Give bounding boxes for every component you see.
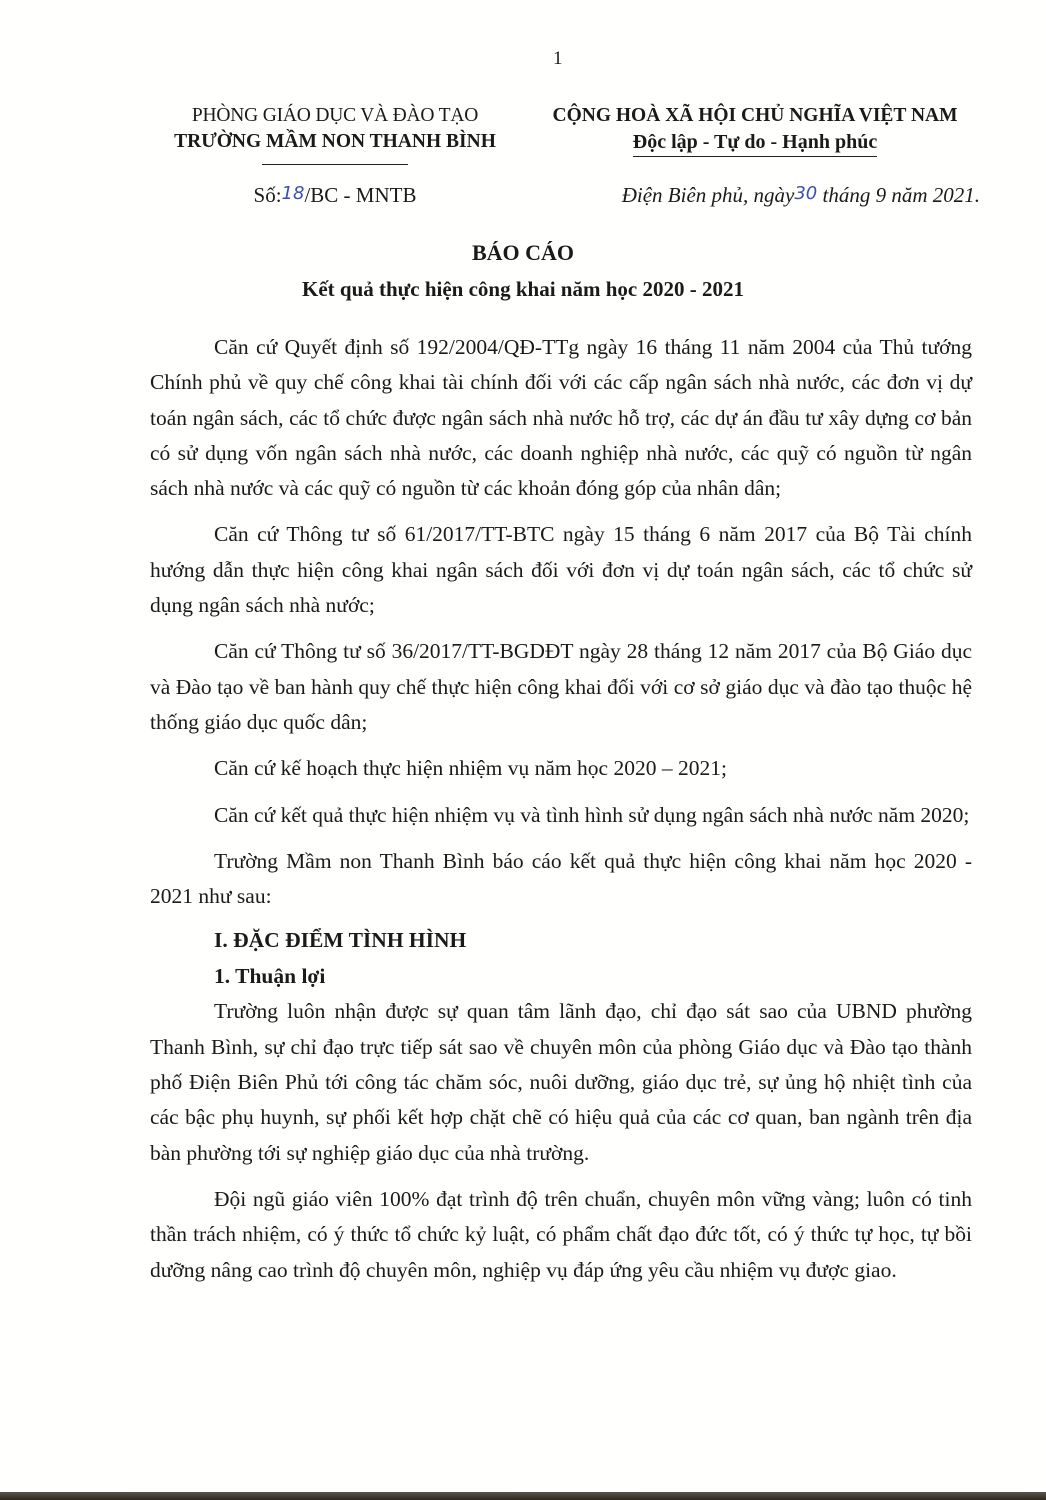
legal-basis-paragraph: Căn cứ Thông tư số 36/2017/TT-BGDĐT ngày 28 tháng 12 năm 2017 của Bộ Giáo dục và Đào tạo về ban hành quy chế thực hiện công khai đối với cơ sở giáo dục và đào tạo thuộc hệ thống giáo dục quốc dân; <box>150 639 972 734</box>
country-name: CỘNG HOÀ XÃ HỘI CHỦ NGHĨA VIỆT NAM <box>552 105 958 126</box>
document-body <box>150 330 972 1299</box>
handwritten-doc-number: 18 <box>281 183 305 204</box>
place-date-prefix: Điện Biên phủ, ngày <box>621 183 795 207</box>
legal-basis-paragraph: Căn cứ kế hoạch thực hiện nhiệm vụ năm học 2020 – 2021; <box>214 756 727 781</box>
body-paragraph: Trường luôn nhận được sự quan tâm lãnh đạo, chỉ đạo sát sao của UBND phường Thanh Bình, sự chỉ đạo trực tiếp sát sao về chuyên môn của phòng Giáo dục và Đào tạo thành phố Điện Biên Phủ tới công tác chăm sóc, nuôi dưỡng, giáo dục trẻ, sự ủng hộ nhiệt tình của các bậc phụ huynh, sự phối kết hợp chặt chẽ có hiệu quả của các cơ quan, ban ngành trên địa bàn phường tới sự nghiệp giáo dục của nhà trường. <box>150 999 972 1165</box>
doc-number-suffix: /BC - MNTB <box>304 183 417 207</box>
handwritten-day: 30 <box>794 183 818 204</box>
place-and-date <box>560 183 980 208</box>
issuing-agency-block <box>150 103 520 165</box>
intro-paragraph: Trường Mầm non Thanh Bình báo cáo kết quả thực hiện công khai năm học 2020 - 2021 như sau: <box>150 848 972 909</box>
school-name: TRƯỜNG MẦM NON THANH BÌNH <box>174 131 496 152</box>
legal-basis-paragraph: Căn cứ Quyết định số 192/2004/QĐ-TTg ngày 16 tháng 11 năm 2004 của Thủ tướng Chính phủ về quy chế công khai tài chính đối với các cấp ngân sách nhà nước, các đơn vị dự toán ngân sách, các tổ chức được ngân sách nhà nước hỗ trợ, các dự án đầu tư xây dựng cơ bản có sử dụng vốn ngân sách nhà nước, các doanh nghiệp nhà nước, các quỹ có nguồn từ ngân sách nhà nước và các quỹ có nguồn từ các khoản đóng góp của nhân dân; <box>150 335 972 501</box>
place-date-suffix: tháng 9 năm 2021. <box>817 183 980 207</box>
page-number: 1 <box>553 48 563 69</box>
scan-bottom-edge <box>0 1492 1046 1500</box>
national-motto: Độc lập - Tự do - Hạnh phúc <box>633 129 877 157</box>
legal-basis-paragraph: Căn cứ kết quả thực hiện nhiệm vụ và tình hình sử dụng ngân sách nhà nước năm 2020; <box>214 802 970 827</box>
national-title-block <box>520 103 990 157</box>
doc-number-prefix: Số: <box>253 183 282 207</box>
agency-underline <box>262 164 408 165</box>
title-block <box>0 236 1046 306</box>
section-heading: I. ĐẶC ĐIỂM TÌNH HÌNH <box>214 928 467 953</box>
document-number <box>150 183 520 208</box>
parent-agency: PHÒNG GIÁO DỤC VÀ ĐÀO TẠO <box>191 105 479 126</box>
document-title: BÁO CÁO <box>471 240 575 265</box>
subsection-heading: 1. Thuận lợi <box>214 964 326 989</box>
document-subtitle: Kết quả thực hiện công khai năm học 2020 - 2021 <box>302 277 744 301</box>
legal-basis-paragraph: Căn cứ Thông tư số 61/2017/TT-BTC ngày 15 tháng 6 năm 2017 của Bộ Tài chính hướng dẫn thực hiện công khai ngân sách đối với đơn vị dự toán ngân sách, các tổ chức sử dụng ngân sách nhà nước; <box>150 522 972 618</box>
body-paragraph: Đội ngũ giáo viên 100% đạt trình độ trên chuẩn, chuyên môn vững vàng; luôn có tinh thần trách nhiệm, có ý thức tổ chức kỷ luật, có phẩm chất đạo đức tốt, có ý thức tự học, tự bồi dưỡng nâng cao trình độ chuyên môn, nghiệp vụ đáp ứng yêu cầu nhiệm vụ được giao. <box>150 1186 972 1282</box>
